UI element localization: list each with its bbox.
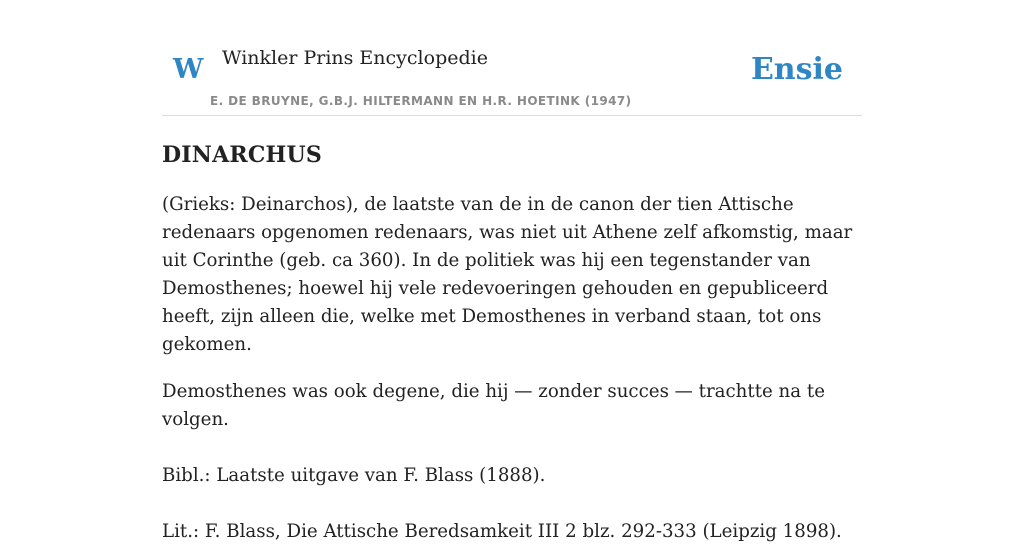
bibliography-line: Bibl.: Laatste uitgave van F. Blass (1888). — [162, 465, 546, 486]
article-paragraph: (Grieks: Deinarchos), de laatste van de in de canon der tien Attische redenaars opgenomen redenaars, was niet uit Athene zelf afkomstig, maar uit Corinthe (geb. ca 360). In de politiek was hij een tegenstander van Demosthenes; hoewel hij vele redevoeringen gehouden en gepubliceerd heeft, zijn alleen die, welke met Demosthenes in verband staan, tot ons gekomen. — [162, 194, 853, 355]
winkler-prins-logo[interactable]: W — [173, 54, 204, 85]
article-title: DINARCHUS — [162, 142, 323, 168]
page-header — [162, 0, 862, 116]
publication-authors: E. DE BRUYNE, G.B.J. HILTERMANN EN H.R. HOETINK (1947) — [210, 94, 632, 108]
article-paragraph: Demosthenes was ook degene, die hij — zonder succes — trachtte na te volgen. — [162, 381, 825, 430]
article-content — [162, 138, 862, 546]
literature-line: Lit.: F. Blass, Die Attische Beredsamkeit III 2 blz. 292-333 (Leipzig 1898). — [162, 521, 842, 542]
ensie-logo[interactable]: Ensie — [750, 52, 843, 87]
publication-title[interactable]: Winkler Prins Encyclopedie — [222, 47, 488, 69]
